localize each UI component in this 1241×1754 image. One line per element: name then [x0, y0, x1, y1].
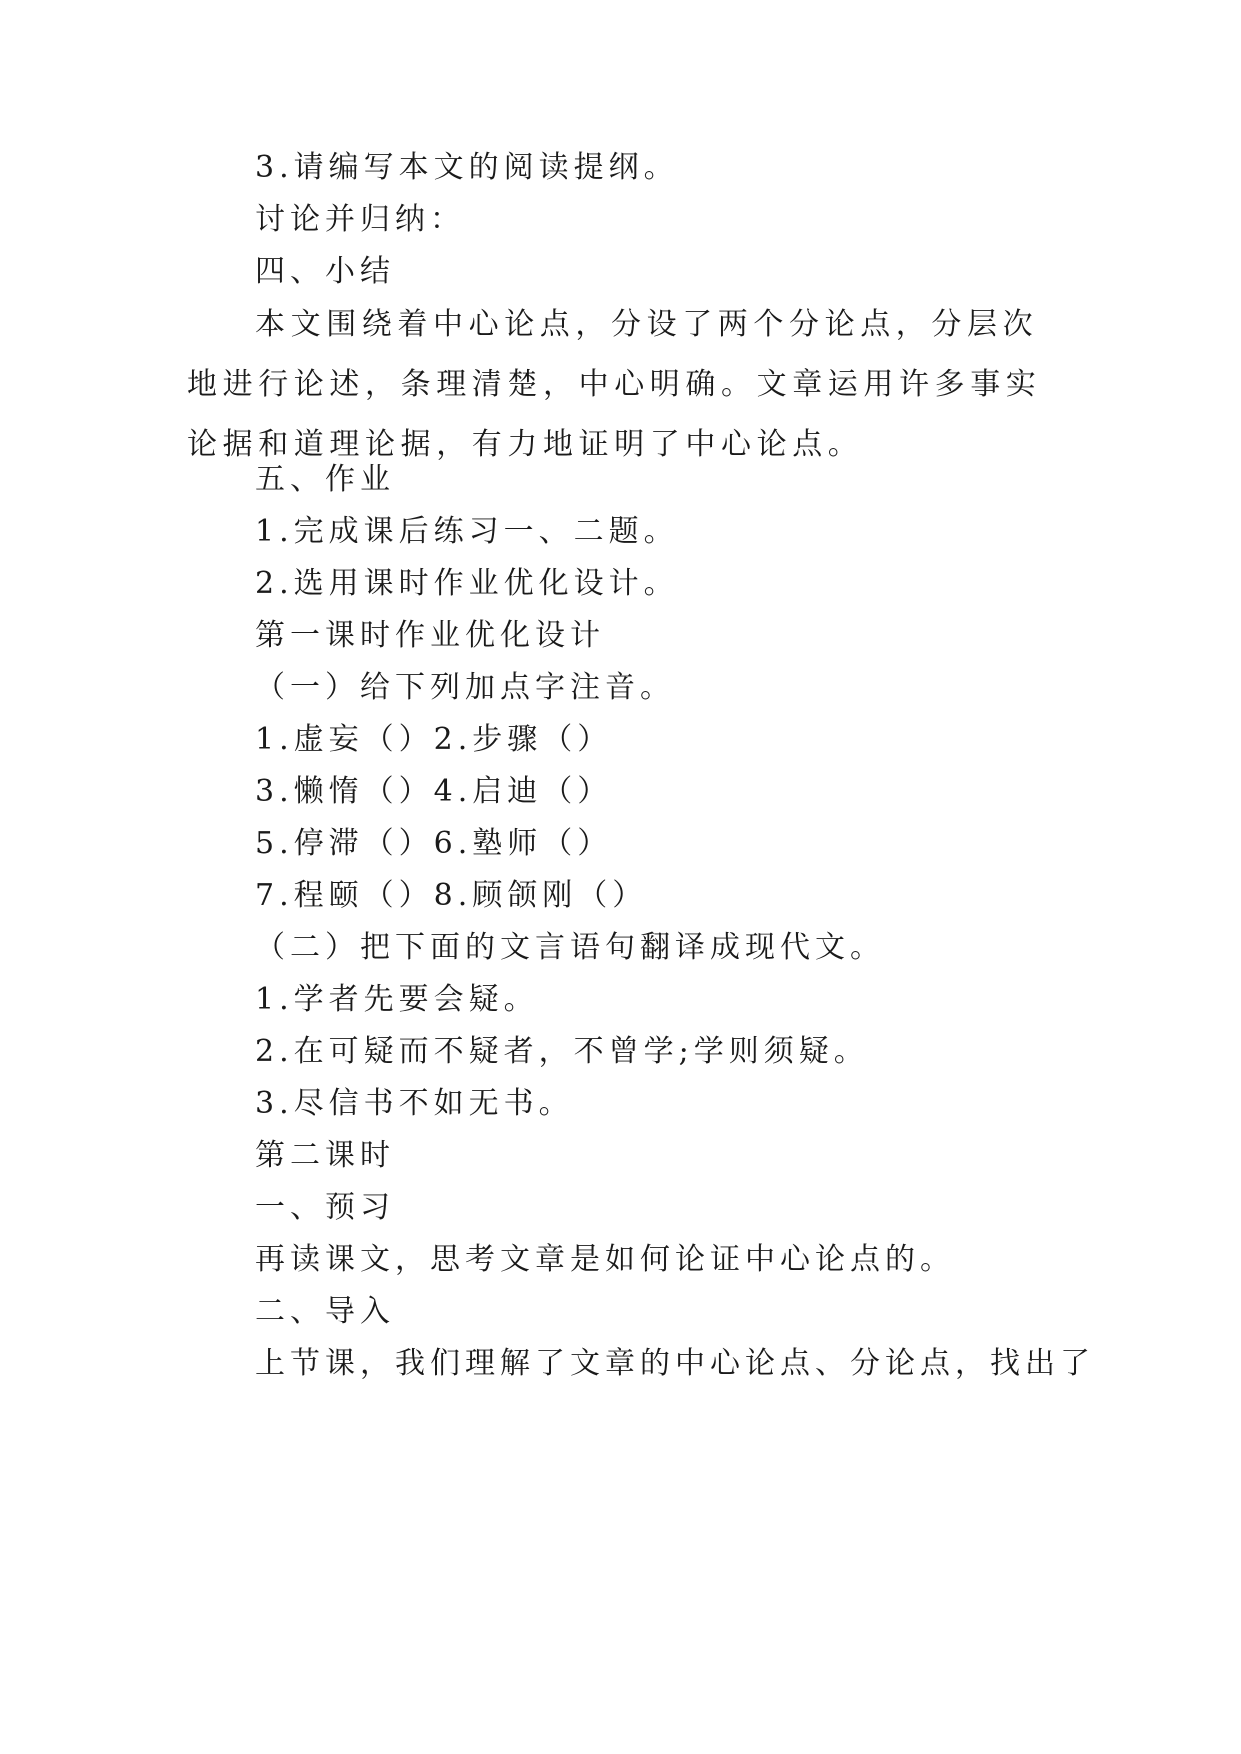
preview-text: 再读课文，思考文章是如何论证中心论点的。 [255, 1242, 955, 1277]
text-line-reading-outline: 3.请编写本文的阅读提纲。 [255, 150, 679, 185]
heading-summary: 四、小结 [255, 254, 395, 289]
homework-item-2: 2.选用课时作业优化设计。 [255, 566, 679, 601]
section-title-lesson2: 第二课时 [255, 1138, 395, 1173]
pinyin-row-4: 7.程颐（）8.顾颌刚（） [255, 878, 648, 913]
heading-preview: 一、预习 [255, 1190, 395, 1225]
section-title-lesson1-design: 第一课时作业优化设计 [255, 618, 605, 653]
pinyin-row-1: 1.虚妄（）2.步骤（） [255, 722, 613, 757]
pinyin-row-2: 3.懒惰（）4.启迪（） [255, 774, 613, 809]
exercise-1-heading: （一）给下列加点字注音。 [255, 670, 675, 705]
translation-item-3: 3.尽信书不如无书。 [255, 1086, 574, 1121]
summary-paragraph: 本文围绕着中心论点，分设了两个分论点，分层次地进行论述，条理清楚，中心明确。文章运用许多事实论据和道理论据，有力地证明了中心论点。 [187, 307, 1042, 462]
introduction-text: 上节课，我们理解了文章的中心论点、分论点，找出了 [255, 1346, 1095, 1381]
heading-homework: 五、作业 [255, 462, 395, 497]
exercise-2-heading: （二）把下面的文言语句翻译成现代文。 [255, 930, 885, 965]
translation-item-2: 2.在可疑而不疑者，不曾学;学则须疑。 [255, 1034, 869, 1069]
heading-introduction: 二、导入 [255, 1294, 395, 1329]
translation-item-1: 1.学者先要会疑。 [255, 982, 539, 1017]
homework-item-1: 1.完成课后练习一、二题。 [255, 514, 679, 549]
pinyin-row-3: 5.停滞（）6.塾师（） [255, 826, 613, 861]
text-line-discuss: 讨论并归纳： [255, 202, 465, 237]
